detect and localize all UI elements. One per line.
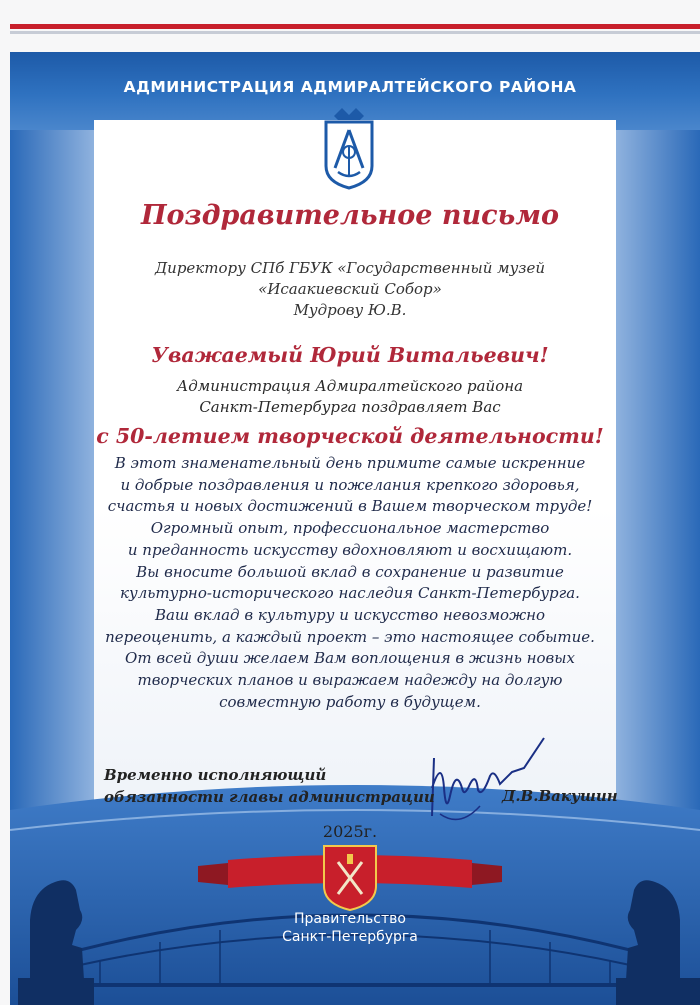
addressee-line: Мудрову Ю.В.	[293, 301, 407, 319]
anniversary-heading: с 50-летием творческой деятельности!	[96, 424, 604, 448]
body-line: переоценить, а каждый проект – это настоящее событие.	[105, 627, 595, 646]
addressee-block	[0, 258, 700, 321]
signatory-role-line: Временно исполняющий	[104, 766, 327, 784]
body-line: В этот знаменательный день примите самые искренние	[114, 454, 586, 472]
government-line: Санкт-Петербурга	[282, 929, 418, 945]
st-petersburg-coat-of-arms-icon	[198, 842, 502, 912]
letter-year: 2025г.	[322, 822, 378, 841]
body-line: Ваш вклад в культуру и искусство невозможно	[154, 605, 546, 624]
addressee-line: «Исаакиевский Собор»	[258, 280, 442, 298]
government-line: Правительство	[294, 911, 406, 927]
letter-title: Поздравительное письмо	[140, 200, 560, 231]
body-line: счастья и новых достижений в Вашем творческом труде!	[107, 497, 593, 516]
administration-lines	[0, 376, 700, 418]
signatory-name: Д.В.Вакушин	[502, 787, 618, 805]
government-label	[0, 910, 700, 946]
header-title: АДМИНИСТРАЦИЯ АДМИРАЛТЕЙСКОГО РАЙОНА	[123, 78, 577, 96]
letter-body	[0, 453, 700, 713]
top-red-stripe	[10, 24, 700, 29]
body-line: Огромный опыт, профессиональное мастерство	[150, 519, 550, 538]
administration-line: Администрация Адмиралтейского района	[176, 377, 524, 395]
signatory-role-line: обязанности главы администрации	[104, 788, 435, 806]
addressee-line: Директору СПб ГБУК «Государственный музей	[154, 259, 546, 277]
body-line: творческих планов и выражаем надежду на долгую	[137, 671, 563, 690]
administration-line: Санкт-Петербурга поздравляет Вас	[199, 398, 501, 416]
body-line: культурно-исторического наследия Санкт-Петербурга.	[120, 584, 580, 603]
body-line: и преданность искусству вдохновляют и восхищают.	[127, 540, 573, 559]
body-line: и добрые поздравления и пожелания крепкого здоровья,	[120, 475, 580, 494]
body-line: От всей души желаем Вам воплощения в жизнь новых	[125, 649, 575, 668]
body-line: совместную работу в будущем.	[219, 692, 481, 711]
signatory-role	[104, 764, 435, 808]
admiralty-district-coat-of-arms-icon	[320, 106, 378, 190]
top-gray-stripe	[10, 31, 700, 34]
greeting: Уважаемый Юрий Витальевич!	[151, 343, 549, 367]
body-line: Вы вносите большой вклад в сохранение и развитие	[136, 562, 564, 581]
